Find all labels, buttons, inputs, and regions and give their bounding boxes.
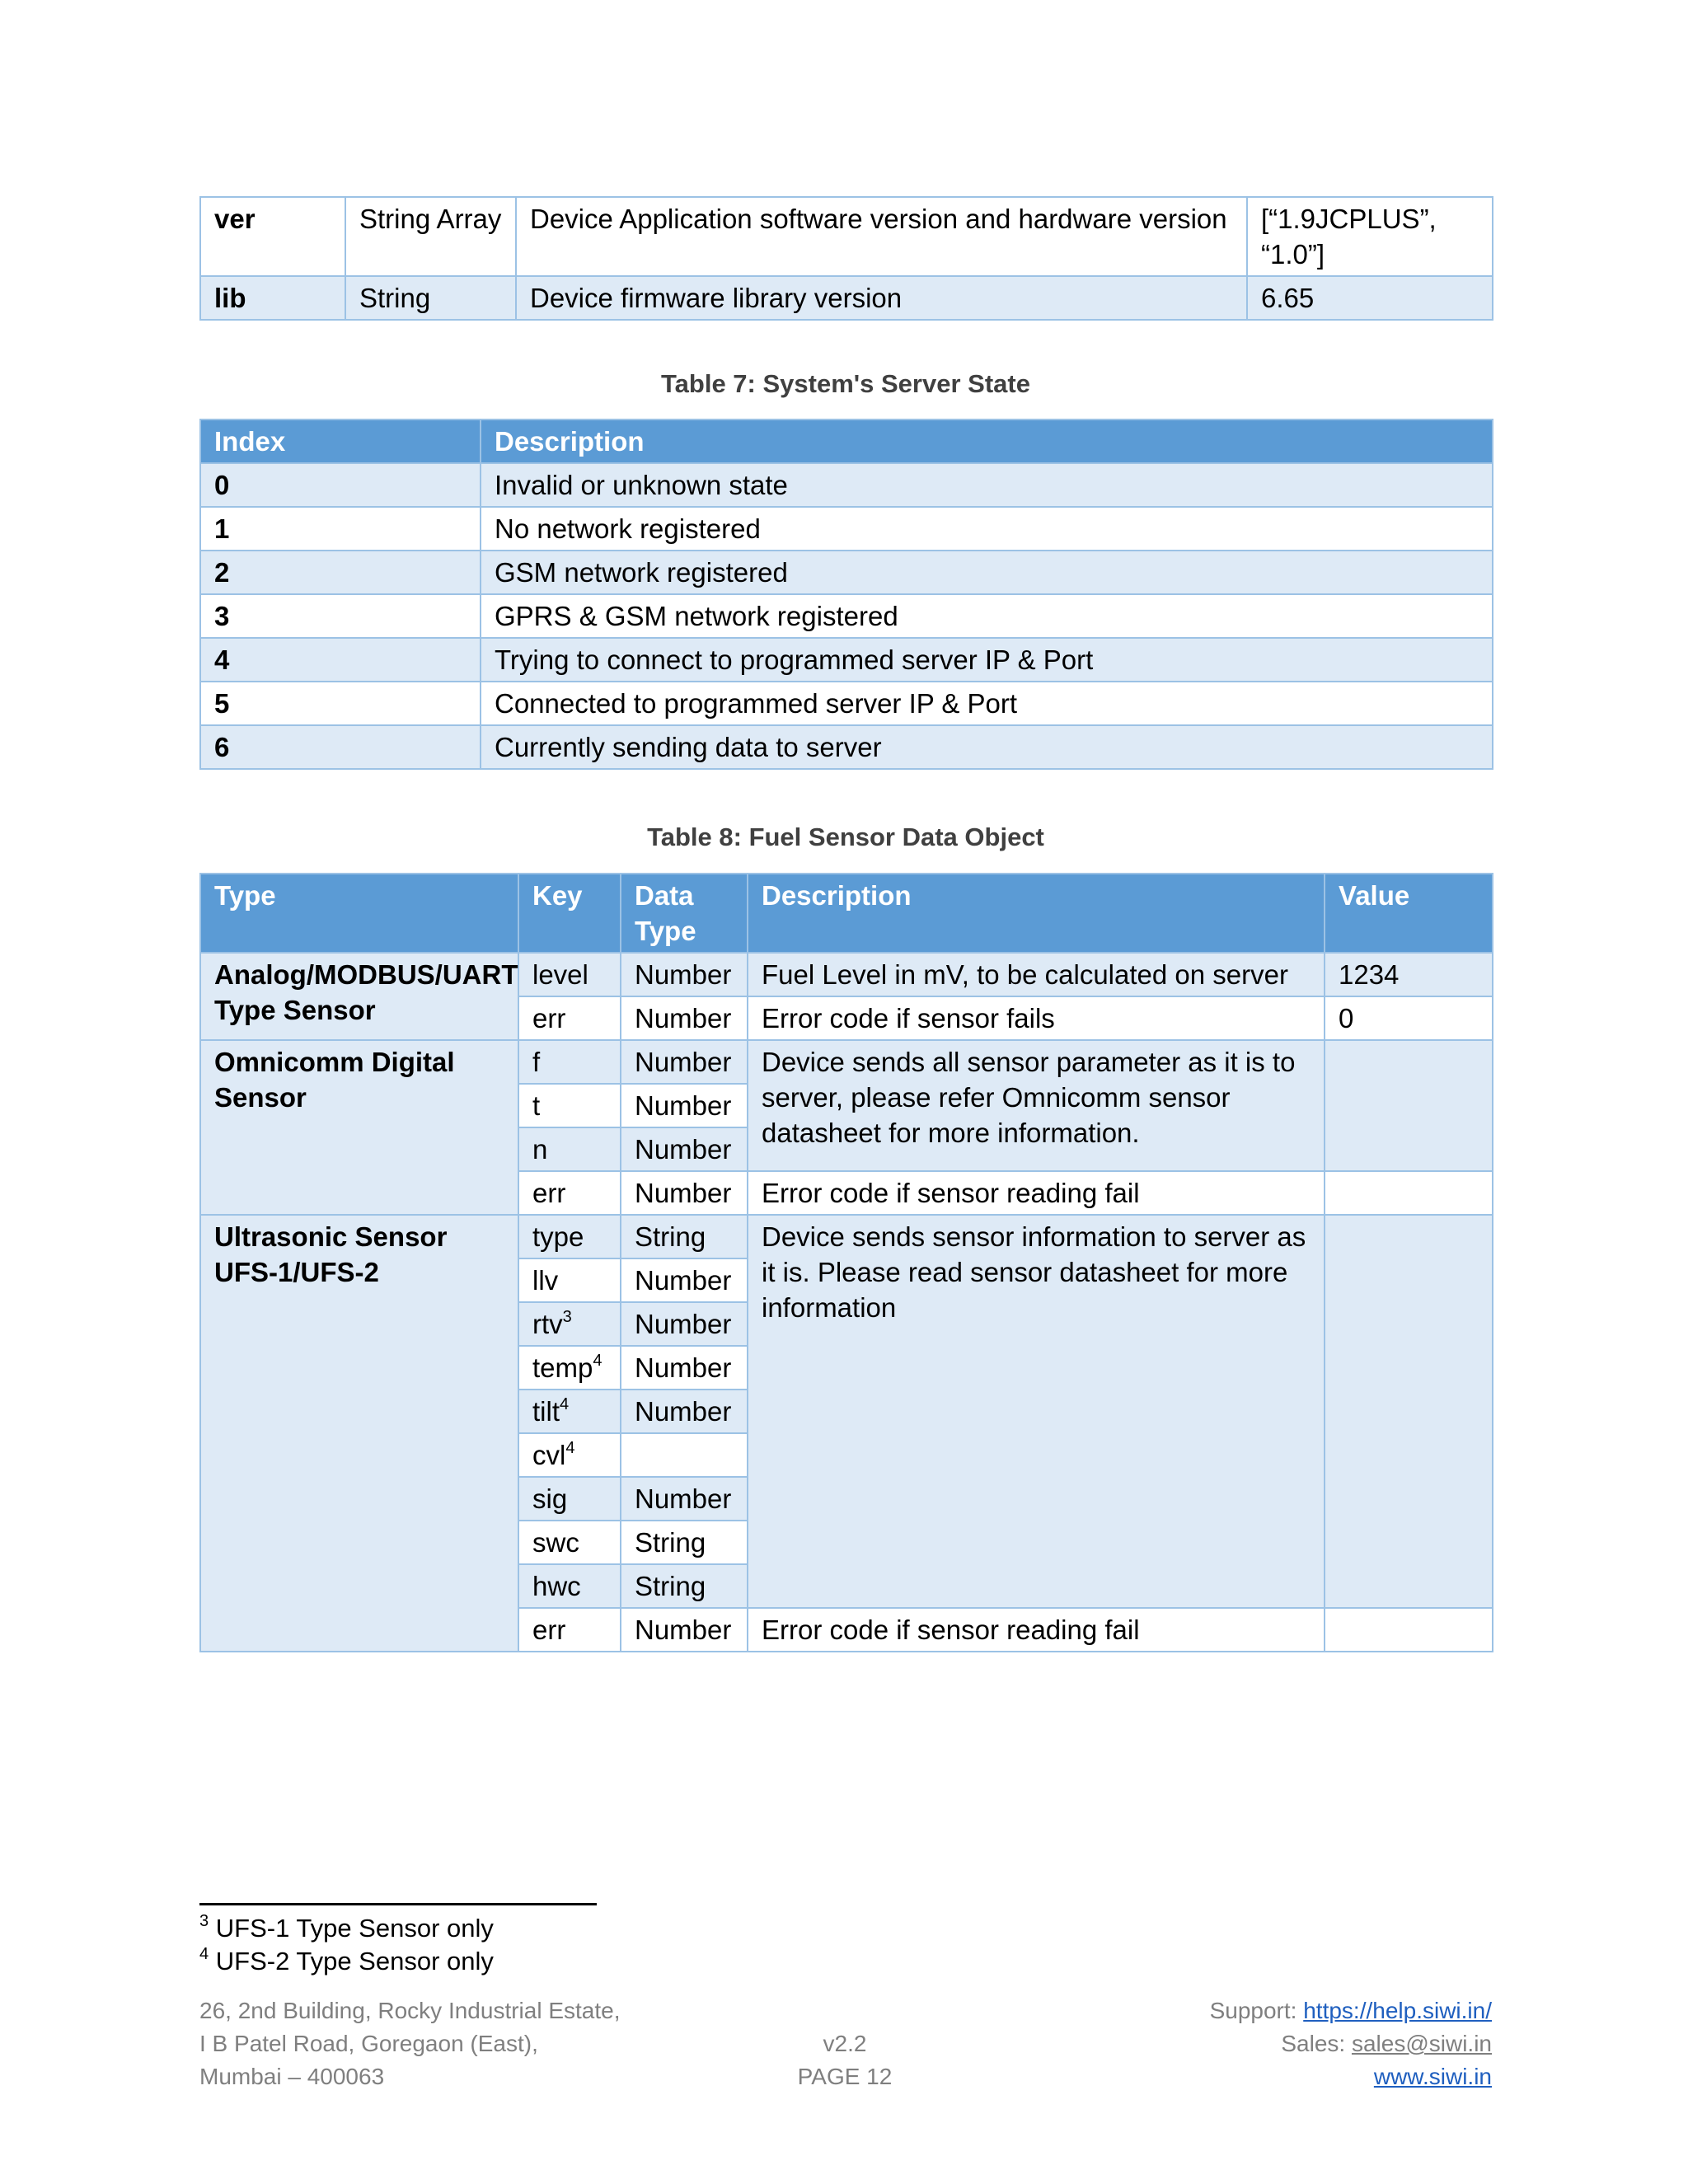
description-cell: Error code if sensor reading fail [748,1171,1325,1215]
key-cell: err [518,1171,621,1215]
data-type-cell: String [621,1215,748,1258]
sales-label: Sales: [1281,2031,1346,2056]
footnote-text: UFS-1 Type Sensor only [215,1914,494,1943]
data-type-cell [621,1433,748,1477]
description-cell: GSM network registered [481,551,1493,594]
fuel-sensor-table [199,873,1493,1652]
key-cell: type [518,1215,621,1258]
table7-caption: Table 7: System's Server State [661,369,1030,398]
description-cell: Currently sending data to server [481,725,1493,769]
index-cell: 2 [200,551,481,594]
table-row [200,551,1493,594]
data-type-cell: Number [621,1346,748,1390]
footnote-ref: 4 [560,1395,570,1413]
data-type-cell: Number [621,953,748,996]
header-description: Description [481,419,1493,463]
sensor-type-cell [200,1215,518,1652]
index-cell: 3 [200,594,481,638]
key-cell [518,1433,621,1477]
table-row [200,463,1493,507]
header-description: Description [748,874,1325,953]
sales-line [1080,2027,1492,2060]
footnote-mark: 4 [199,1944,209,1963]
key-text: rtv [532,1309,563,1339]
footnote [199,1912,494,1945]
device-info-table [199,196,1493,321]
key-cell: ver [200,197,345,276]
data-type-cell: Number [621,996,748,1040]
table-header-row [200,874,1493,953]
value-cell [1325,1040,1493,1171]
key-cell: lib [200,276,345,320]
document-version: v2.2 [823,2031,867,2056]
footnote-text: UFS-2 Type Sensor only [215,1947,494,1975]
footnote-ref: 4 [593,1352,603,1370]
sensor-type-line: Omnicomm Digital [214,1047,455,1077]
key-text: temp [532,1352,593,1383]
footer-contacts [1080,1994,1492,2093]
footnote-ref: 3 [562,1308,572,1326]
header-key: Key [518,874,621,953]
table-header-row [200,419,1493,463]
footnote-mark: 3 [199,1911,209,1930]
description-cell: Fuel Level in mV, to be calculated on server [748,953,1325,996]
index-cell: 6 [200,725,481,769]
key-cell: swc [518,1521,621,1564]
data-type-cell: Number [621,1302,748,1346]
key-cell: err [518,996,621,1040]
header-data-type-line: Type [635,916,696,946]
data-type-cell: Number [621,1171,748,1215]
data-type-cell: Number [621,1040,748,1084]
description-cell: No network registered [481,507,1493,551]
support-label: Support: [1209,1998,1297,2023]
description-cell: Device Application software version and hardware version [516,197,1247,276]
data-type-cell: Number [621,1390,748,1433]
website-link[interactable]: www.siwi.in [1373,2064,1492,2089]
footnote-divider [199,1903,597,1905]
key-cell: llv [518,1258,621,1302]
server-state-table [199,419,1493,770]
description-cell: Invalid or unknown state [481,463,1493,507]
sensor-type-line: Sensor [214,1082,307,1113]
sensor-type-line: UFS-1/UFS-2 [214,1257,379,1287]
sensor-type-cell [200,953,518,1040]
footnote [199,1945,494,1978]
address-line: Mumbai – 400063 [199,2064,385,2089]
value-cell [1325,1171,1493,1215]
description-cell: Error code if sensor reading fail [748,1608,1325,1652]
footer-center [742,2027,948,2093]
table-row [200,638,1493,682]
website-line [1080,2060,1492,2093]
table-row [200,507,1493,551]
sensor-type-line: Type Sensor [214,995,376,1025]
sensor-type-line: Ultrasonic Sensor [214,1221,448,1252]
table8-caption: Table 8: Fuel Sensor Data Object [647,823,1044,851]
type-cell: String [345,276,516,320]
value-cell [1247,197,1493,276]
header-data-type-line: Data [635,880,694,911]
header-type: Type [200,874,518,953]
address-line: I B Patel Road, Goregaon (East), [199,2031,538,2056]
page-number: PAGE 12 [797,2064,893,2089]
key-cell [518,1390,621,1433]
value-cell [1325,1608,1493,1652]
footer-address [199,1994,621,2093]
sales-email-link[interactable]: sales@siwi.in [1351,2031,1492,2056]
footnote-ref: 4 [565,1439,575,1457]
table-row [200,276,1493,320]
value-cell: 0 [1325,996,1493,1040]
header-value: Value [1325,874,1493,953]
data-type-cell: Number [621,1477,748,1521]
description-cell: Error code if sensor fails [748,996,1325,1040]
index-cell: 0 [200,463,481,507]
key-cell: level [518,953,621,996]
key-cell: sig [518,1477,621,1521]
table-row [200,725,1493,769]
data-type-cell: Number [621,1608,748,1652]
table-row [200,197,1493,276]
data-type-cell: Number [621,1127,748,1171]
index-cell: 4 [200,638,481,682]
table-row [200,594,1493,638]
key-cell: hwc [518,1564,621,1608]
data-type-cell: String [621,1521,748,1564]
value-cell: 6.65 [1247,276,1493,320]
value-line: “1.0”] [1261,239,1325,269]
key-cell: err [518,1608,621,1652]
index-cell: 1 [200,507,481,551]
value-cell: 1234 [1325,953,1493,996]
data-type-cell: Number [621,1084,748,1127]
key-cell: n [518,1127,621,1171]
sensor-type-cell [200,1040,518,1215]
sensor-type-line: Analog/MODBUS/UART [214,959,518,990]
key-text: tilt [532,1396,560,1427]
value-cell [1325,1215,1493,1608]
key-cell [518,1302,621,1346]
key-cell: t [518,1084,621,1127]
data-type-cell: String [621,1564,748,1608]
type-cell: String Array [345,197,516,276]
description-cell: Connected to programmed server IP & Port [481,682,1493,725]
support-line [1080,1994,1492,2027]
description-cell: GPRS & GSM network registered [481,594,1493,638]
table-row [200,1040,1493,1084]
key-text: cvl [532,1440,566,1470]
support-link[interactable]: https://help.siwi.in/ [1303,1998,1492,2023]
key-cell [518,1346,621,1390]
key-cell: f [518,1040,621,1084]
description-cell: Trying to connect to programmed server IP & Port [481,638,1493,682]
header-index: Index [200,419,481,463]
table-row [200,953,1493,996]
description-cell: Device sends sensor information to server as it is. Please read sensor datasheet for more information [748,1215,1325,1608]
address-line: 26, 2nd Building, Rocky Industrial Estate, [199,1998,621,2023]
data-type-cell: Number [621,1258,748,1302]
description-cell: Device firmware library version [516,276,1247,320]
index-cell: 5 [200,682,481,725]
description-cell: Device sends all sensor parameter as it is to server, please refer Omnicomm sensor datasheet for more information. [748,1040,1325,1171]
table-row [200,682,1493,725]
header-data-type [621,874,748,953]
value-line: [“1.9JCPLUS”, [1261,204,1437,234]
table-row [200,1215,1493,1258]
